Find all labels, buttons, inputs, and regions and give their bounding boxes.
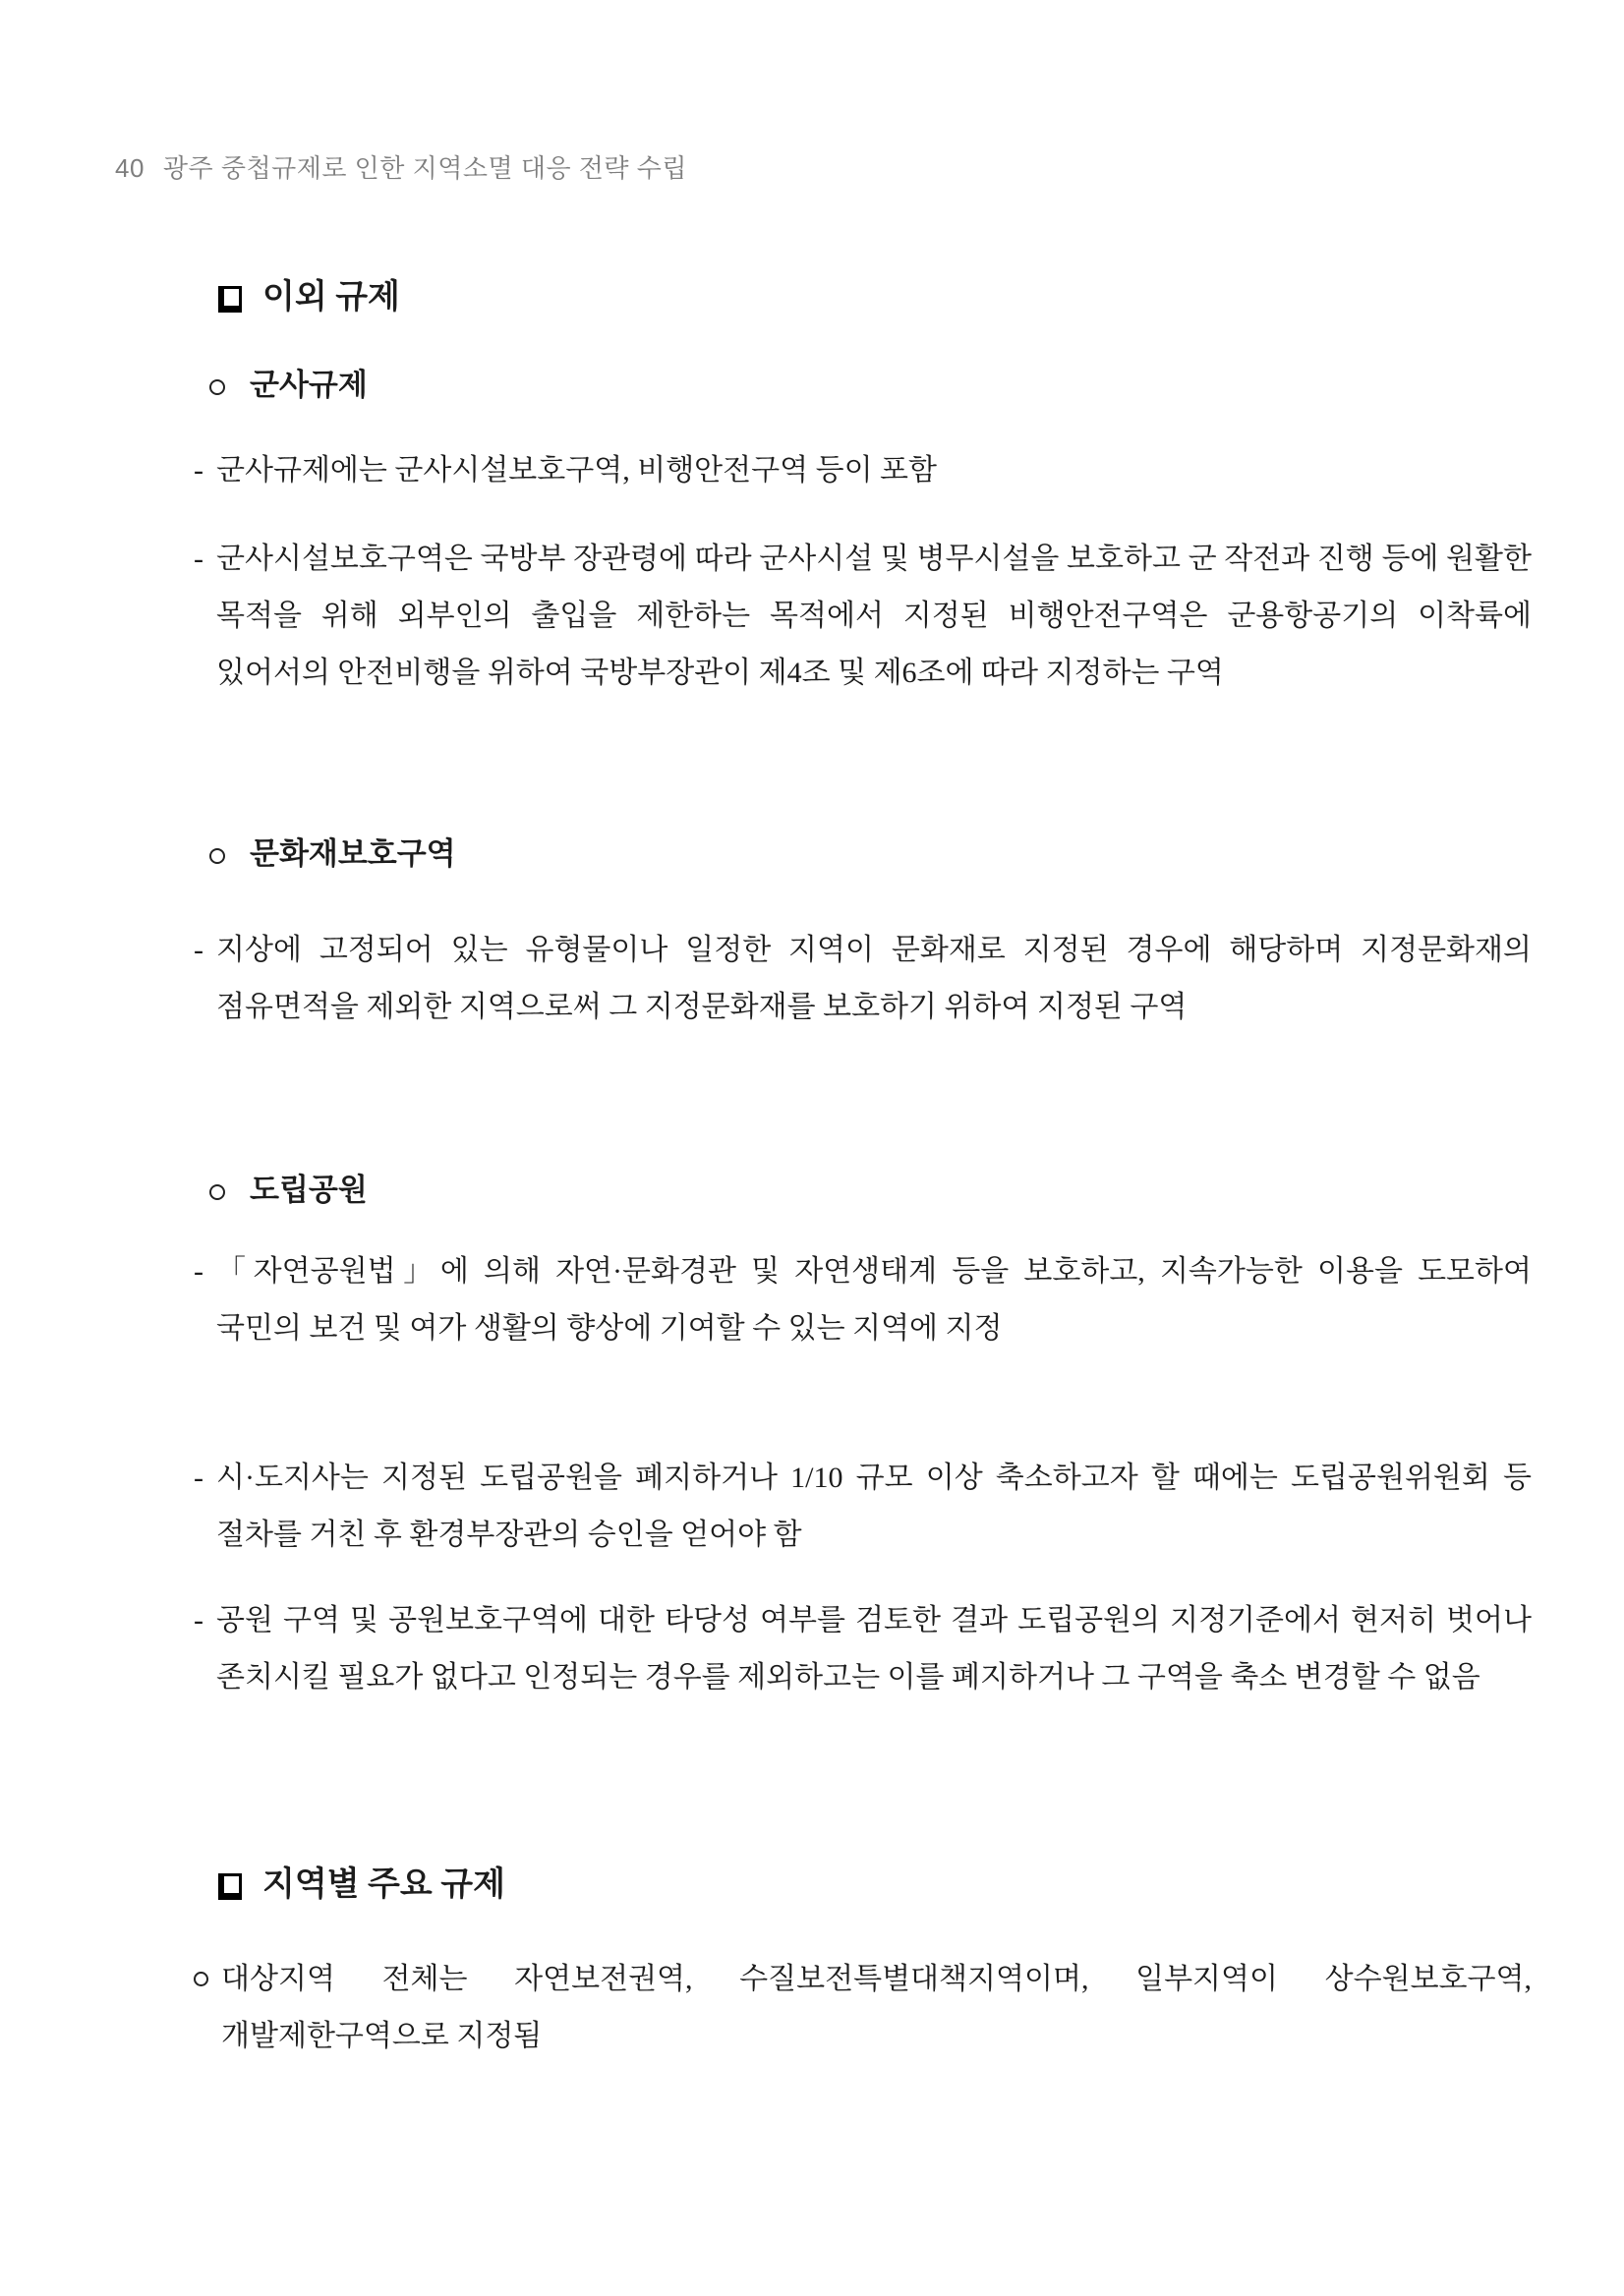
circle-bullet-icon (209, 1184, 225, 1200)
dash-bullet: - (194, 934, 203, 966)
list-item-text: 「자연공원법」에 의해 자연·문화경관 및 자연생태계 등을 보호하고, 지속가능한 이용을 도모하여 국민의 보건 및 여가 생활의 향상에 기여할 수 있는 지역에 지정 (216, 1255, 1532, 1345)
subsection-title: 군사규제 (250, 368, 368, 402)
list-item (194, 531, 1532, 702)
subsection-title: 문화재보호구역 (250, 836, 456, 871)
list-item (194, 442, 1532, 499)
subsection-heading-provincial-park (209, 1172, 368, 1210)
subsection-title: 도립공원 (250, 1173, 368, 1207)
circle-bullet-icon (194, 1972, 208, 1986)
list-item-text: 공원 구역 및 공원보호구역에 대한 타당성 여부를 검토한 결과 도립공원의 지정기준에서 현저히 벗어나 존치시킬 필요가 없다고 인정되는 경우를 제외하고는 이를 폐지하거나 그 구역을 축소 변경할 수 없음 (216, 1604, 1532, 1693)
subsection-heading-military-regulation (209, 367, 368, 405)
dash-bullet: - (194, 454, 203, 487)
circle-bullet-icon (209, 379, 225, 395)
dash-bullet: - (194, 1604, 203, 1636)
list-item-text: 군사시설보호구역은 국방부 장관령에 따라 군사시설 및 병무시설을 보호하고 군 작전과 진행 등에 원활한 목적을 위해 외부인의 출입을 제한하는 목적에서 지정된 비행안전구역은 군용항공기의 이착륙에 있어서의 안전비행을 위하여 국방부장관이 제4조 및 제6조에 따라 지정하는 구역 (216, 543, 1532, 689)
square-bullet-icon (218, 286, 242, 313)
list-item (194, 1450, 1532, 1564)
list-item-text: 군사규제에는 군사시설보호구역, 비행안전구역 등이 포함 (216, 454, 938, 487)
list-item (194, 1243, 1532, 1357)
dash-bullet: - (194, 1255, 203, 1288)
dash-bullet: - (194, 1462, 203, 1494)
list-item-text: 지상에 고정되어 있는 유형물이나 일정한 지역이 문화재로 지정된 경우에 해당하며 지정문화재의 점유면적을 제외한 지역으로써 그 지정문화재를 보호하기 위하여 지정된 구역 (216, 934, 1532, 1023)
list-item-text: 대상지역 전체는 자연보전권역, 수질보전특별대책지역이며, 일부지역이 상수원보호구역, 개발제한구역으로 지정됨 (221, 1963, 1532, 2052)
list-item (194, 922, 1532, 1036)
list-item-text: 시·도지사는 지정된 도립공원을 폐지하거나 1/10 규모 이상 축소하고자 할 때에는 도립공원위원회 등 절차를 거친 후 환경부장관의 승인을 얻어야 함 (216, 1462, 1532, 1551)
running-title: 광주 중첩규제로 인한 지역소멸 대응 전략 수립 (162, 153, 687, 183)
list-item (194, 1592, 1532, 1706)
subsection-heading-cultural-heritage-zone (209, 835, 456, 874)
list-item (194, 1951, 1532, 2065)
section-heading-regional-major-regulations (218, 1866, 505, 1906)
square-bullet-icon (218, 1873, 242, 1900)
page-header (115, 148, 687, 185)
section-title: 이외 규제 (262, 279, 400, 316)
dash-bullet: - (194, 543, 203, 575)
page-number: 40 (115, 153, 145, 183)
section-heading-other-regulations (218, 278, 400, 318)
circle-bullet-icon (209, 848, 225, 864)
section-title: 지역별 주요 규제 (262, 1866, 505, 1903)
